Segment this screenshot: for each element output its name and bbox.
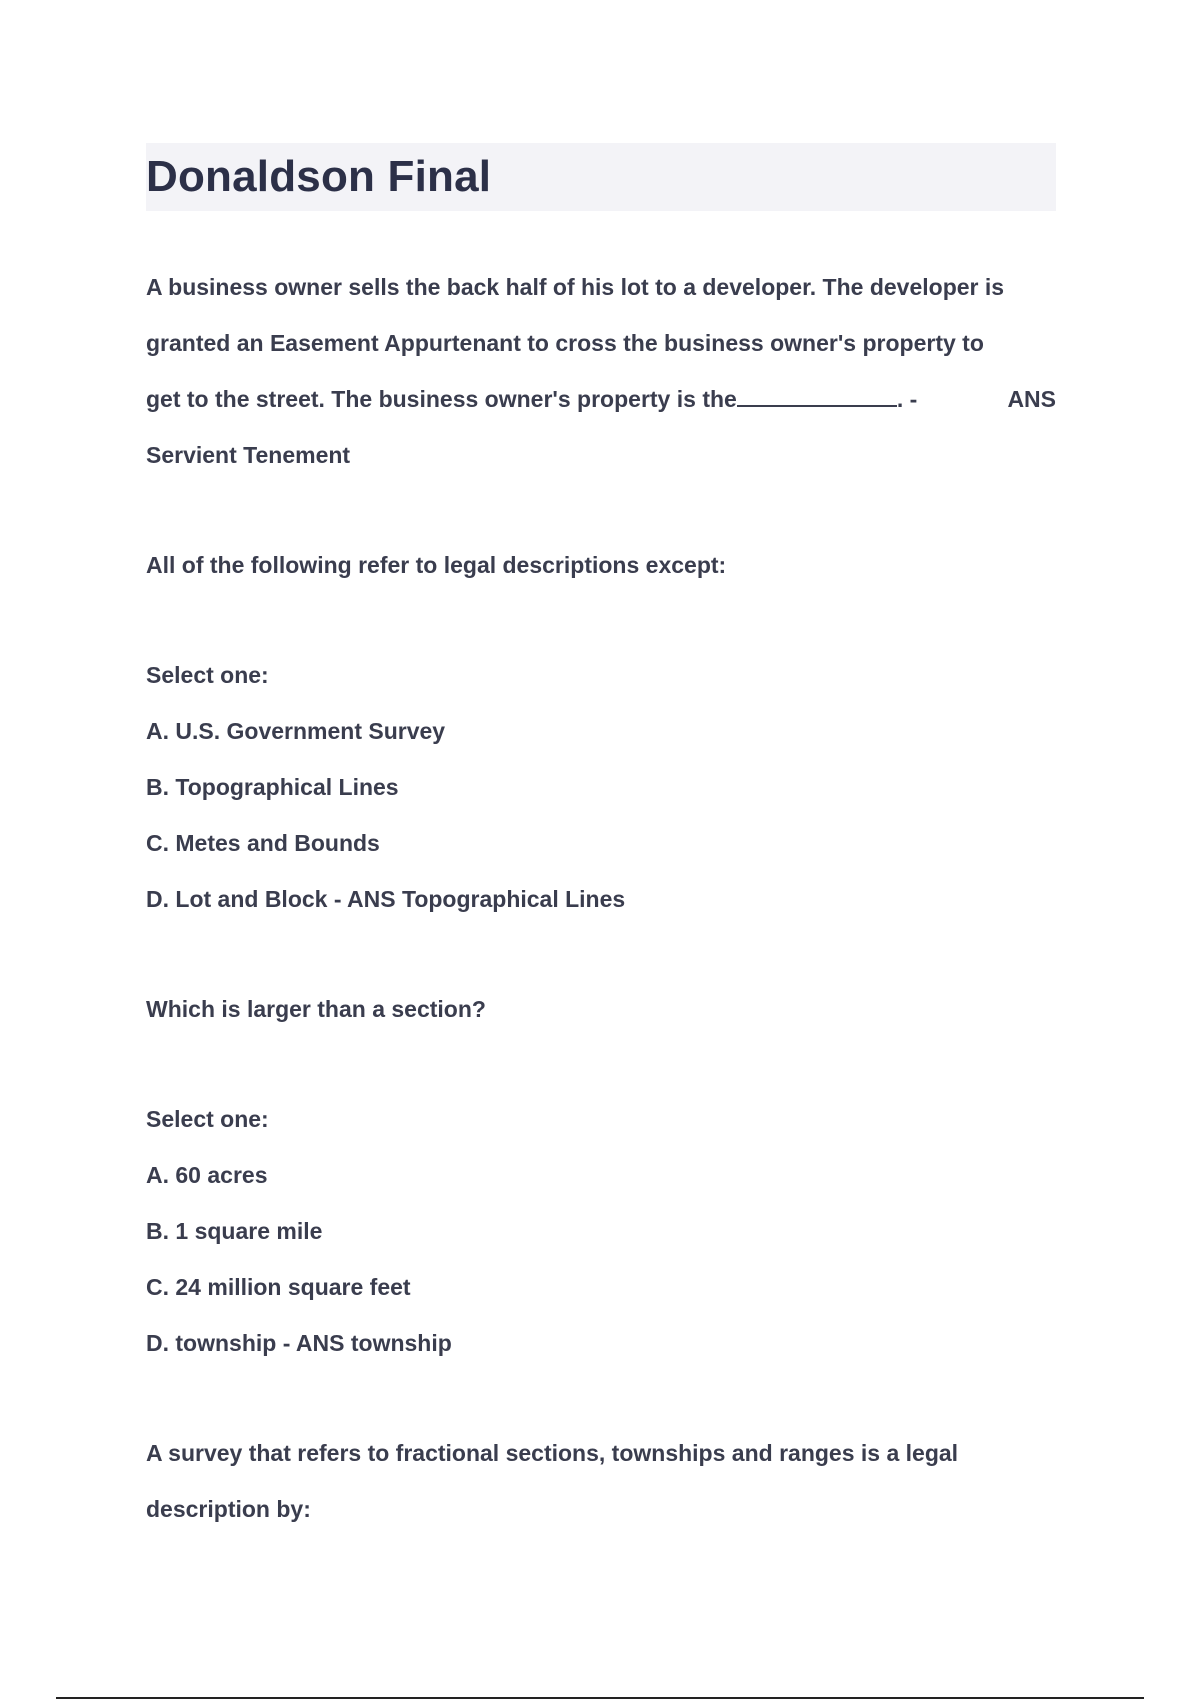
question-1: [146, 259, 1056, 483]
spacer: [146, 927, 1056, 981]
question-3-option-c: C. 24 million square feet: [146, 1274, 411, 1300]
question-2-text: All of the following refer to legal descriptions except:: [146, 552, 727, 578]
answer-blank: [737, 383, 897, 407]
question-3-option-b: B. 1 square mile: [146, 1218, 323, 1244]
question-2-option-c: C. Metes and Bounds: [146, 830, 380, 856]
question-3: [146, 981, 1056, 1371]
question-2-option-a: A. U.S. Government Survey: [146, 718, 446, 744]
question-3-option-a: A. 60 acres: [146, 1162, 268, 1188]
question-2-select-label: Select one:: [146, 662, 269, 688]
question-1-answer: Servient Tenement: [146, 442, 351, 468]
question-3-option-d: D. township - ANS township: [146, 1330, 452, 1356]
ans-label: ANS: [1007, 386, 1056, 412]
document-title: Donaldson Final: [146, 152, 492, 201]
spacer: [146, 593, 1056, 647]
question-1-line-2: granted an Easement Appurtenant to cross the business owner's property to: [146, 330, 984, 356]
question-4-line-1: A survey that refers to fractional sections, townships and ranges is a legal: [146, 1440, 959, 1466]
question-1-line-1: A business owner sells the back half of his lot to a developer. The developer is: [146, 274, 1005, 300]
question-1-line-3-text: get to the street. The business owner's property is the: [146, 386, 737, 412]
question-3-select-label: Select one:: [146, 1106, 269, 1132]
question-1-line-3: [146, 371, 1056, 427]
question-2-option-b: B. Topographical Lines: [146, 774, 399, 800]
spacer: [146, 483, 1056, 537]
question-4-line-2: description by:: [146, 1496, 311, 1522]
question-2: [146, 537, 1056, 927]
question-2-option-d: D. Lot and Block - ANS Topographical Lines: [146, 886, 626, 912]
question-3-text: Which is larger than a section?: [146, 996, 486, 1022]
title-banner: [146, 143, 1056, 211]
spacer: [146, 1037, 1056, 1091]
question-4: [146, 1425, 1056, 1537]
document-page: [146, 143, 1056, 1537]
question-1-line-3-suffix: . -: [896, 386, 918, 412]
spacer: [146, 1371, 1056, 1425]
page-bottom-rule: [56, 1697, 1144, 1699]
